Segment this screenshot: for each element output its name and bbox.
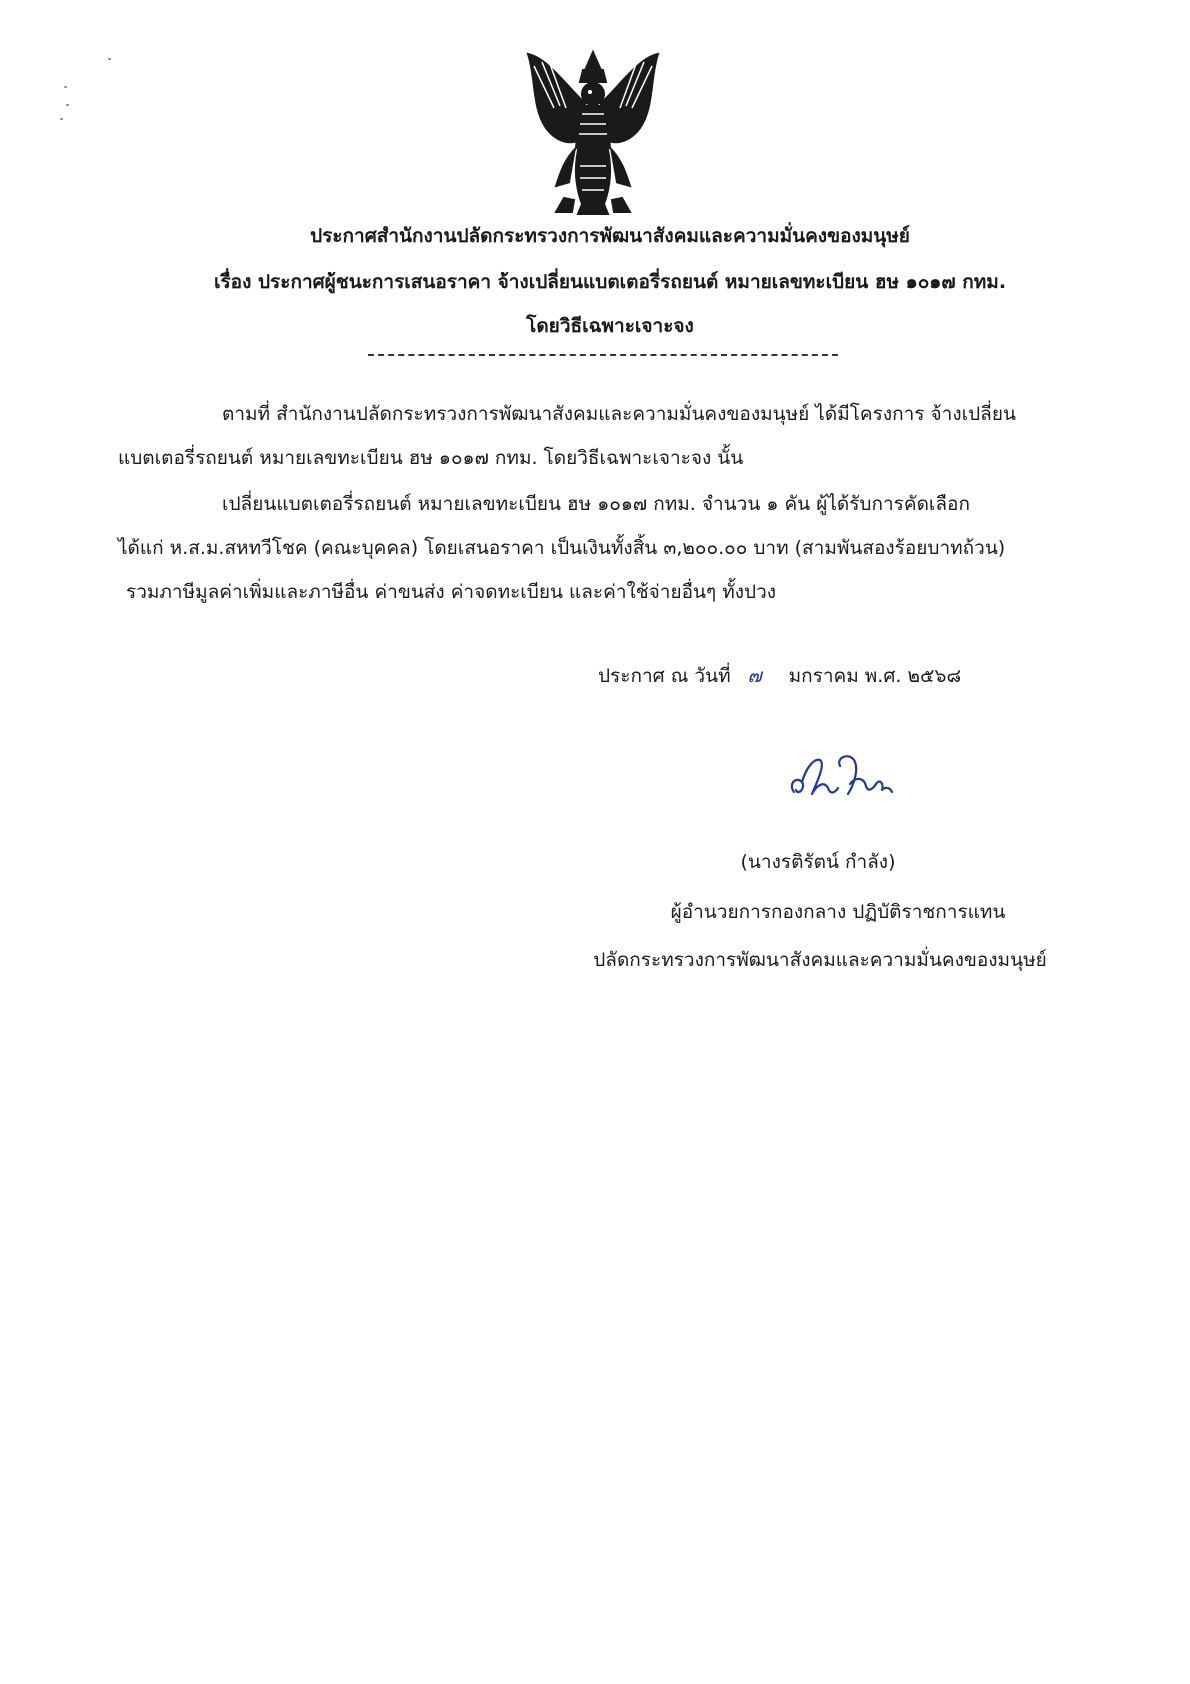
body-paragraph-1-line-1: ตามที่ สำนักงานปลัดกระทรวงการพัฒนาสังคมและความมั่นคงของมนุษย์ ได้มีโครงการ จ้างเปลี่ยน <box>222 403 1016 425</box>
signatory-position-2: ปลัดกระทรวงการพัฒนาสังคมและความมั่นคงของมนุษย์ <box>593 949 1047 971</box>
title-separator <box>368 354 838 356</box>
date-month-year: มกราคม พ.ศ. ๒๕๖๘ <box>788 665 962 687</box>
body-paragraph-1-line-2: แบตเตอรี่รถยนต์ หมายเลขทะเบียน ฮษ ๑๐๑๗ กทม. โดยวิธีเฉพาะเจาะจง นั้น <box>118 447 744 469</box>
body-paragraph-2-line-1: เปลี่ยนแบตเตอรี่รถยนต์ หมายเลขทะเบียน ฮษ ๑๐๑๗ กทม. จำนวน ๑ คัน ผู้ได้รับการคัดเลือก <box>222 493 970 515</box>
garuda-emblem-icon <box>520 48 666 216</box>
body-paragraph-2-line-3: รวมภาษีมูลค่าเพิ่มและภาษีอื่น ค่าขนส่ง ค่าจดทะเบียน และค่าใช้จ่ายอื่นๆ ทั้งปวง <box>126 581 777 603</box>
announcement-title: ประกาศสำนักงานปลัดกระทรวงการพัฒนาสังคมและความมั่นคงของมนุษย์ <box>310 225 910 247</box>
date-day: ๗ <box>747 665 762 687</box>
scan-speck <box>60 118 63 120</box>
scan-speck <box>66 104 69 106</box>
date-prefix: ประกาศ ณ วันที่ <box>598 665 731 687</box>
signatory-position-1: ผู้อำนวยการกองกลาง ปฏิบัติราชการแทน <box>670 901 1006 923</box>
scan-speck <box>108 58 111 60</box>
announcement-method: โดยวิธีเฉพาะเจาะจง <box>526 315 694 337</box>
handwritten-signature <box>786 744 896 806</box>
body-paragraph-2-line-2: ได้แก่ ห.ส.ม.สหทวีโชค (คณะบุคคล) โดยเสนอราคา เป็นเงินทั้งสิ้น ๓,๒๐๐.๐๐ บาท (สามพันสองร้อยบาทถ้วน) <box>118 537 1006 559</box>
announcement-date <box>598 662 961 690</box>
announcement-subject: เรื่อง ประกาศผู้ชนะการเสนอราคา จ้างเปลี่ยนแบตเตอรี่รถยนต์ หมายเลขทะเบียน ฮษ ๑๐๑๗ กทม. <box>213 271 1007 293</box>
signatory-name: (นางรติรัตน์ กำลัง) <box>740 851 896 873</box>
scan-speck <box>64 86 67 88</box>
